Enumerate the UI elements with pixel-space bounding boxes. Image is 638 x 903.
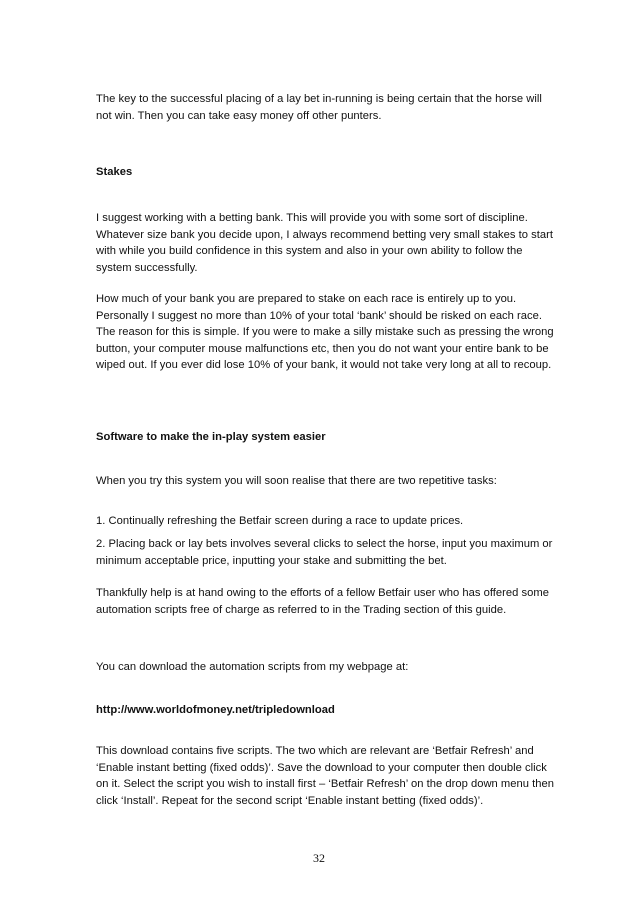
stakes-paragraph-1: I suggest working with a betting bank. This will provide you with some sort of discipline. Whatever size bank you decide upon, I always recommend betting very small stakes to start with while you build confidence in this system and also in your own ability to follow the system successfully. bbox=[96, 212, 553, 274]
download-paragraph: You can download the automation scripts from my webpage at: bbox=[96, 661, 409, 673]
help-paragraph: Thankfully help is at hand owing to the efforts of a fellow Betfair user who has offered some automation scripts free of charge as referred to in the Trading section of this guide. bbox=[96, 587, 549, 616]
stakes-heading: Stakes bbox=[96, 166, 133, 178]
download-url: http://www.worldofmoney.net/tripledownload bbox=[96, 704, 335, 716]
task-2-paragraph: 2. Placing back or lay bets involves several clicks to select the horse, input you maximum or minimum acceptable price, inputting your stake and submitting the bet. bbox=[96, 538, 553, 567]
stakes-paragraph-2: How much of your bank you are prepared to stake on each race is entirely up to you. Personally I suggest no more than 10% of your total ‘bank’ should be risked on each race. The reason for this is simple. If you were to make a silly mistake such as pressing the wrong button, your computer mouse malfunctions etc, then you do not want your entire bank to be wiped out. If you ever did lose 10% of your bank, it would not take very long at all to recoup. bbox=[96, 293, 554, 371]
intro-paragraph: The key to the successful placing of a lay bet in-running is being certain that the horse will not win. Then you can take easy money off other punters. bbox=[96, 93, 542, 122]
page-number: 32 bbox=[313, 851, 325, 865]
scripts-paragraph: This download contains five scripts. The two which are relevant are ‘Betfair Refresh’ and ‘Enable instant betting (fixed odds)’. Save the download to your computer then double click on it. Select the script you wish to install first – ‘Betfair Refresh’ on the drop down menu then click ‘Install’. Repeat for the second script ‘Enable instant betting (fixed odds)’. bbox=[96, 745, 554, 807]
task-1-paragraph: 1. Continually refreshing the Betfair screen during a race to update prices. bbox=[96, 515, 464, 527]
software-paragraph-1: When you try this system you will soon realise that there are two repetitive tasks: bbox=[96, 475, 497, 487]
software-heading: Software to make the in-play system easier bbox=[96, 431, 326, 443]
